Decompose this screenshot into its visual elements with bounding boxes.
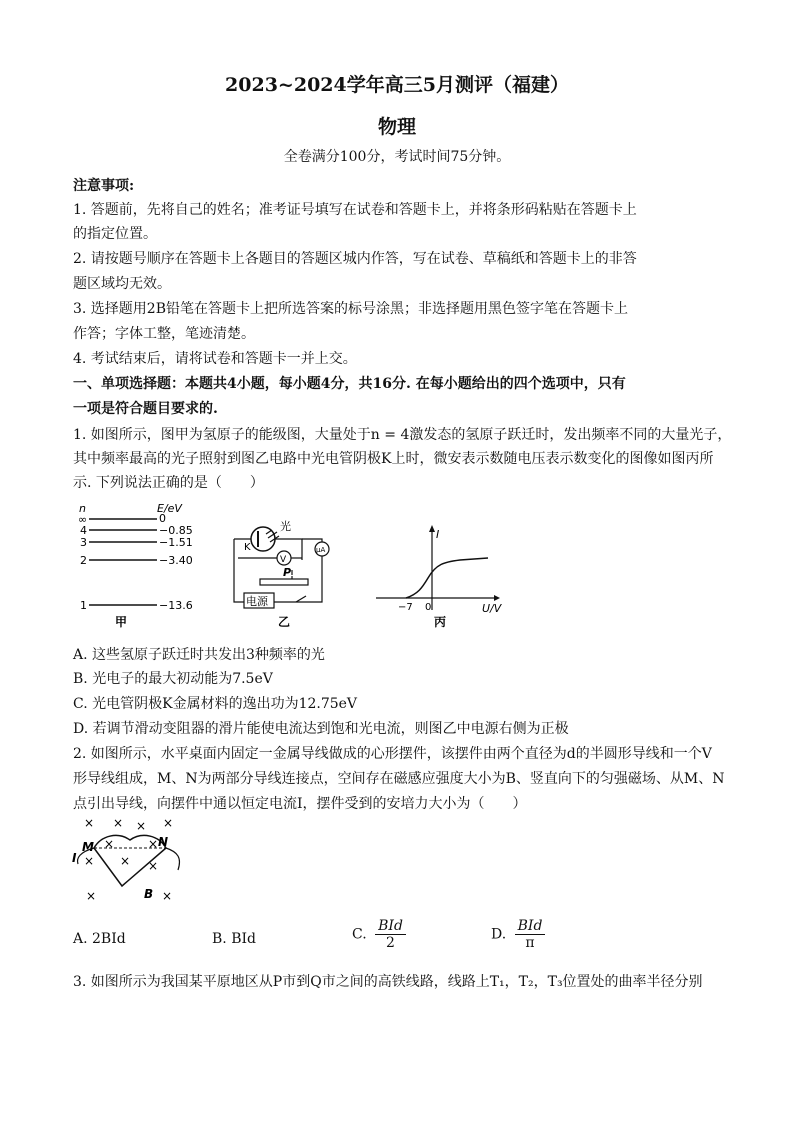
n-label: n [79, 502, 86, 515]
fraction-denominator: 2 [386, 935, 395, 951]
q2-stem: 点引出导线，向摆件中通以恒定电流I，摆件受到的安培力大小为（ ） [73, 796, 527, 812]
level-e: −0.85 [159, 524, 193, 537]
iu-curve [406, 558, 488, 598]
field-cross: × [84, 818, 95, 830]
fraction-numerator: BId [375, 918, 406, 935]
current-label: I [72, 851, 77, 865]
field-cross: × [148, 837, 159, 851]
voltmeter-label: V [280, 555, 287, 565]
switch [296, 596, 306, 602]
field-cross: × [84, 854, 95, 868]
section-heading-cont: 一项是符合题目要求的. [73, 401, 218, 417]
cathode-label: K [244, 542, 251, 553]
level-e: −3.40 [159, 554, 193, 567]
q2-option-a: A. 2BId [73, 931, 126, 947]
source-label: 电源 [246, 595, 268, 608]
level-n: ∞ [78, 513, 88, 526]
exam-info: 全卷满分100分，考试时间75分钟。 [283, 149, 511, 165]
origin-label: 0 [425, 602, 432, 613]
rheostat [260, 579, 308, 585]
note-line: 1. 答题前，先将自己的姓名；准考证号填写在试卷和答题卡上，并将条形码粘贴在答题卡上 [73, 202, 637, 218]
q2-stem: 2. 如图所示，水平桌面内固定一金属导线做成的心形摆件，该摆件由两个直径为d的半圆形导线和一个V [73, 746, 712, 762]
figure-caption: 乙 [278, 615, 291, 629]
exam-title: 2023~2024学年高三5月测评（福建） [225, 74, 569, 96]
figure-caption: 甲 [115, 615, 128, 629]
note-line: 题区域均无效。 [73, 276, 171, 292]
option-c-fraction [375, 918, 406, 951]
level-e: 0 [159, 512, 166, 525]
note-line: 4. 考试结束后，请将试卷和答题卡一并上交。 [73, 351, 357, 367]
option-d-fraction [515, 918, 546, 951]
q1-stem: 示. 下列说法正确的是（ ） [73, 475, 264, 491]
field-cross: × [162, 889, 173, 903]
x-axis-label: U/V [482, 602, 502, 615]
notes-heading: 注意事项: [73, 178, 135, 194]
q3-stem: 3. 如图所示为我国某平原地区从P市到Q市之间的高铁线路，线路上T₁，T₂，T₃位置处的曲率半径分别 [73, 974, 703, 990]
photoelectric-circuit [232, 512, 342, 632]
q2-stem: 形导线组成，M、N为两部分导线连接点，空间存在磁感应强度大小为B、竖直向下的匀强磁场、从M、N [73, 771, 725, 787]
field-cross: × [113, 818, 124, 830]
field-cross: × [104, 837, 115, 851]
microammeter-label: μA [316, 546, 326, 554]
level-n: 3 [80, 536, 87, 549]
note-line: 的指定位置。 [73, 226, 157, 242]
n-label: N [158, 835, 169, 849]
m-label: M [82, 840, 94, 854]
heart-wire-figure [70, 818, 190, 908]
figure-caption: 丙 [434, 615, 447, 629]
section-heading: 一、单项选择题：本题共4小题，每小题4分，共16分. 在每小题给出的四个选项中，只有 [73, 376, 626, 392]
x-tick-label: −7 [398, 602, 413, 613]
field-cross: × [148, 859, 159, 873]
y-axis-label: I [436, 528, 440, 541]
q1-stem: 其中频率最高的光子照射到图乙电路中光电管阴极K上时，微安表示数随电压表示数变化的图像如图丙所 [73, 451, 714, 467]
field-cross: × [163, 818, 174, 830]
slider-label: P [283, 566, 292, 579]
note-line: 作答；字体工整，笔迹清楚。 [73, 326, 255, 342]
q2-option-c [352, 918, 406, 951]
level-e: −13.6 [159, 599, 193, 612]
fraction-numerator: BId [515, 918, 546, 935]
option-d-label: D. [491, 926, 507, 943]
field-cross: × [86, 889, 97, 903]
note-line: 3. 选择题用2B铅笔在答题卡上把所选答案的标号涂黑；非选择题用黑色签字笔在答题卡上 [73, 301, 629, 317]
field-label: B [144, 887, 154, 901]
e-label: E/eV [157, 502, 182, 515]
light-label: 光 [280, 520, 291, 533]
q2-option-d [491, 918, 545, 951]
level-n: 2 [80, 554, 87, 567]
field-cross: × [120, 854, 131, 868]
fraction-denominator: π [525, 935, 535, 951]
level-n: 1 [80, 599, 87, 612]
q2-option-b: B. BId [212, 931, 256, 947]
q1-option-d: D. 若调节滑动变阻器的滑片能使电流达到饱和光电流，则图乙中电源右侧为正极 [73, 721, 569, 737]
option-c-label: C. [352, 926, 367, 943]
level-n: 4 [80, 524, 87, 537]
field-cross: × [136, 819, 147, 833]
lead-wire-n [166, 848, 180, 870]
iu-graph [370, 520, 510, 632]
subject-title: 物理 [377, 116, 416, 138]
q1-stem: 1. 如图所示，图甲为氢原子的能级图，大量处于n = 4激发态的氢原子跃迁时，发出频率不同的大量光子， [73, 427, 732, 443]
q1-option-b: B. 光电子的最大初动能为7.5eV [73, 671, 273, 687]
light-ray [266, 530, 272, 534]
energy-level-diagram [75, 500, 205, 632]
level-e: −1.51 [159, 536, 193, 549]
note-line: 2. 请按题号顺序在答题卡上各题目的答题区城内作答，写在试卷、草稿纸和答题卡上的非答 [73, 251, 637, 267]
q1-option-c: C. 光电管阴极K金属材料的逸出功为12.75eV [73, 696, 358, 712]
q1-option-a: A. 这些氢原子跃迁时共发出3种频率的光 [73, 647, 325, 663]
